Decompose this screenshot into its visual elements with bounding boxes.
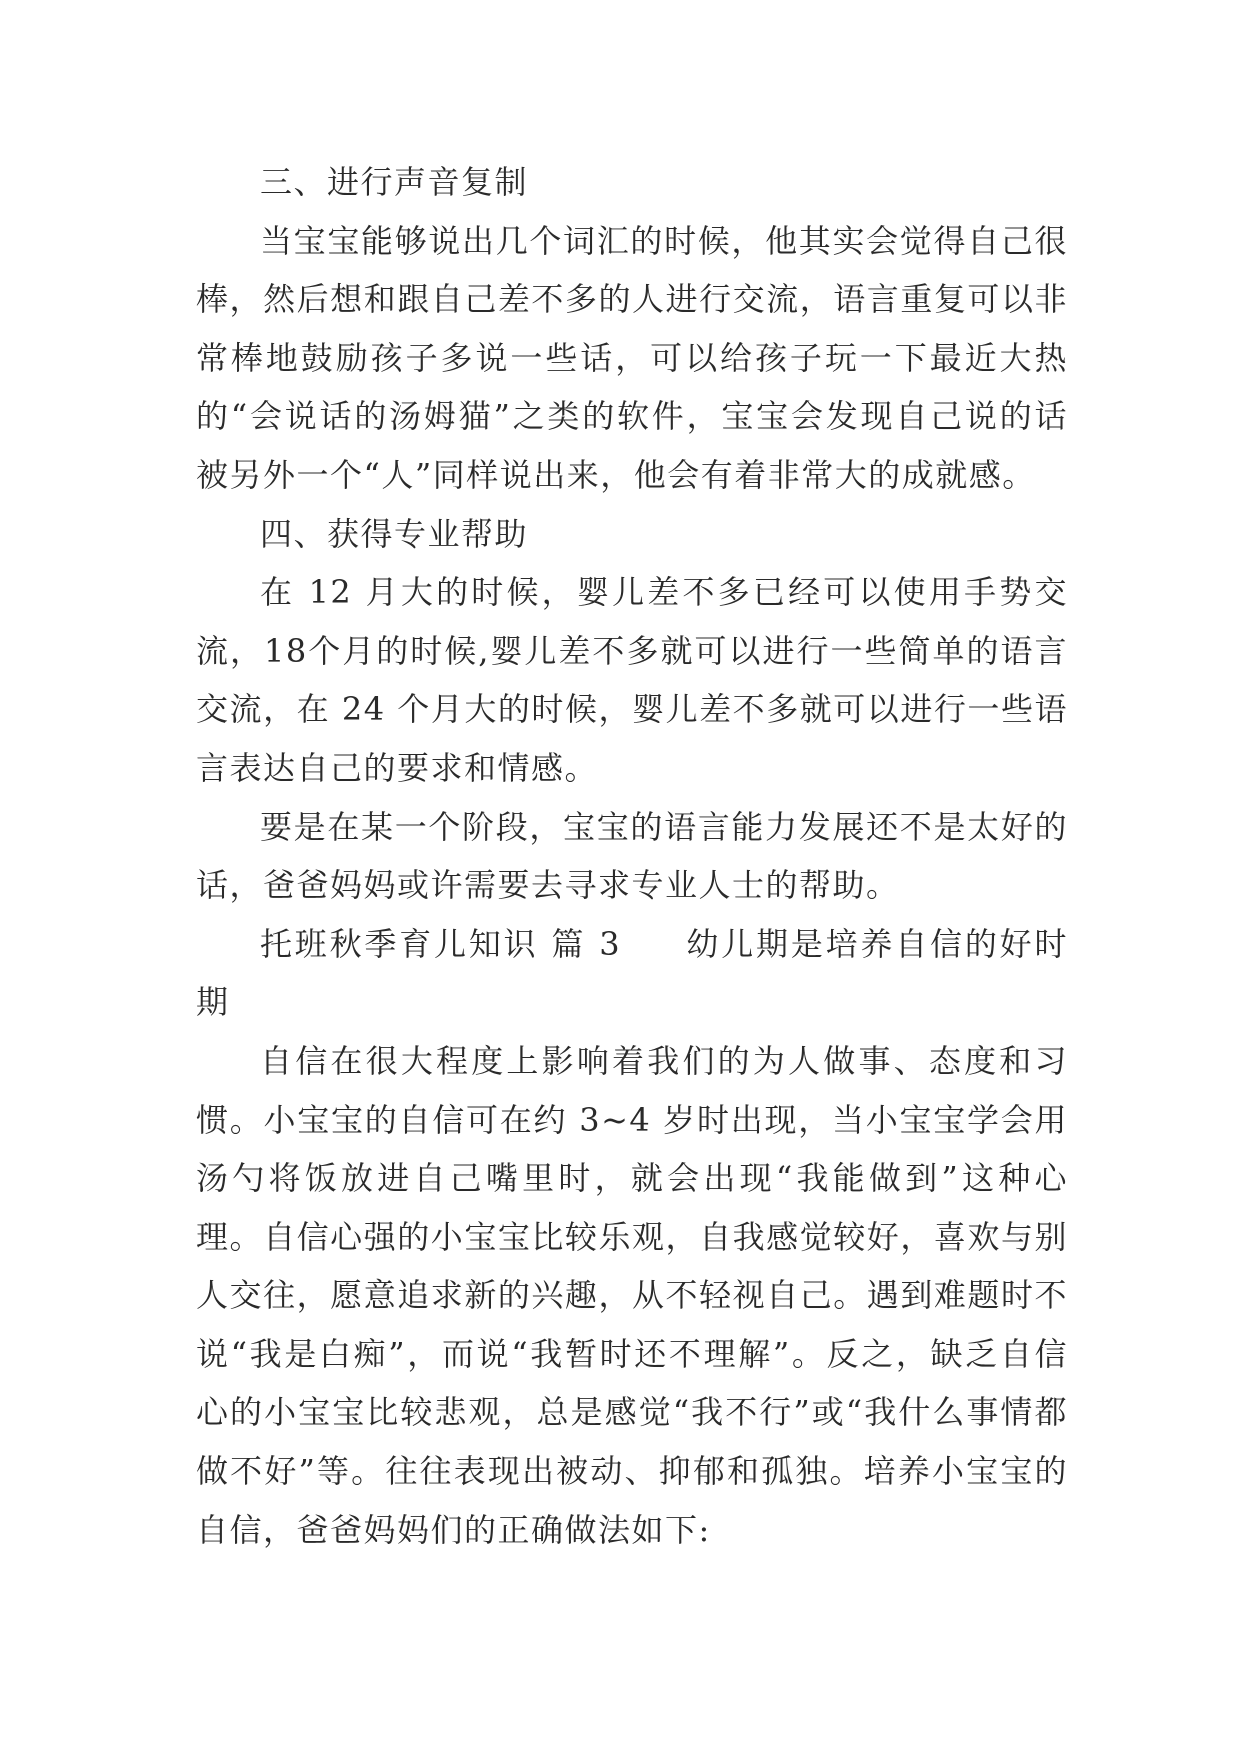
section-heading-3: 三、进行声音复制	[260, 163, 529, 201]
paragraph-section-3: 当宝宝能够说出几个词汇的时候，他其实会觉得自己很棒，然后想和跟自己差不多的人进行交流，语言重复可以非常棒地鼓励孩子多说一些话，可以给孩子玩一下最近大热的“会说话的汤姆猫”之类的软件，宝宝会发现自己说的话被另外一个“人”同样说出来，他会有着非常大的成就感。	[196, 221, 1068, 494]
paragraph-confidence: 自信在很大程度上影响着我们的为人做事、态度和习惯。小宝宝的自信可在约 3~4 岁时出现，当小宝宝学会用汤勺将饭放进自己嘴里时，就会出现“我能做到”这种心理。自信心强的小宝宝比较乐观，自我感觉较好，喜欢与别人交往，愿意追求新的兴趣，从不轻视自己。遇到难题时不说“我是白痴”，而说“我暂时还不理解”。反之，缺乏自信心的小宝宝比较悲观，总是感觉“我不行”或“我什么事情都做不好”等。往往表现出被动、抑郁和孤独。培养小宝宝的自信，爸爸妈妈们的正确做法如下:	[196, 1041, 1068, 1549]
section-heading-4: 四、获得专业帮助	[260, 514, 529, 553]
paragraph-section-4-age-milestones: 在 12 月大的时候，婴儿差不多已经可以使用手势交流，18个月的时候,婴儿差不多就可以进行一些简单的语言交流，在 24 个月大的时候，婴儿差不多就可以进行一些语言表达自己的要求和情感。	[196, 573, 1068, 787]
article-title	[196, 915, 1068, 1032]
article-title-part2: 幼儿期是培养自信的好时期	[196, 924, 1068, 1022]
document-body	[196, 153, 1068, 1559]
article-title-part1: 托班秋季育儿知识 篇 3	[260, 924, 622, 963]
paragraph-section-4-professional-help: 要是在某一个阶段，宝宝的语言能力发展还不是太好的话，爸爸妈妈或许需要去寻求专业人士的帮助。	[196, 807, 1068, 905]
